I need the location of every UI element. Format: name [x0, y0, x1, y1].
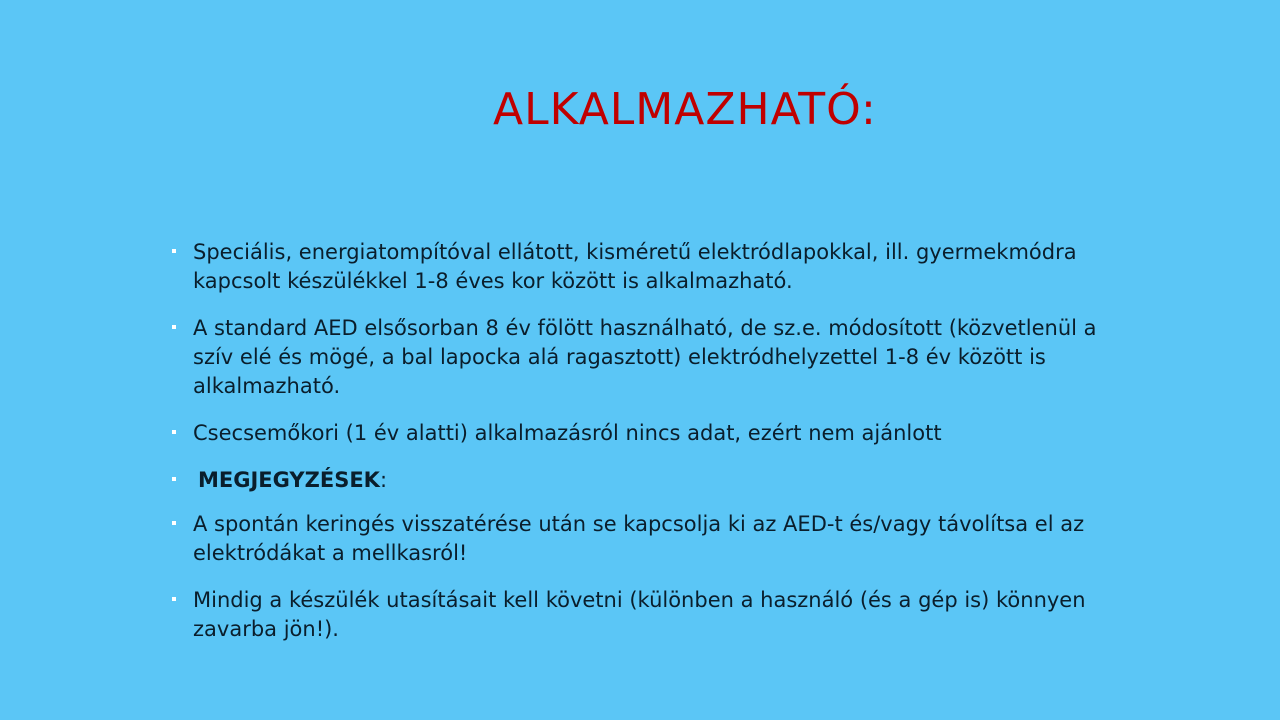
bullet-text: Mindig a készülék utasításait kell követni (különben a használó (és a gép is) könnyen zavarba jön!). [193, 588, 1086, 641]
bullet-item [172, 238, 1112, 296]
bullet-item [172, 419, 1112, 448]
bullet-marker-icon [172, 325, 176, 329]
bullet-text: A standard AED elsősorban 8 év fölött használható, de sz.e. módosított (közvetlenül a szív elé és mögé, a bal lapocka alá ragasztott) elektródhelyzettel 1-8 év között is alkalmazható. [193, 316, 1097, 398]
bullet-list [172, 238, 1112, 662]
notes-heading-colon: : [379, 468, 388, 492]
bullet-marker-icon [172, 597, 176, 601]
bullet-item [172, 510, 1112, 568]
bullet-text: A spontán keringés visszatérése után se kapcsolja ki az AED-t és/vagy távolítsa el az elektródákat a mellkasról! [193, 512, 1085, 565]
bullet-item [172, 314, 1112, 401]
slide-title: ALKALMAZHATÓ: [493, 84, 877, 135]
bullet-text: Csecsemőkori (1 év alatti) alkalmazásról nincs adat, ezért nem ajánlott [193, 421, 942, 445]
bullet-marker-icon [172, 430, 176, 434]
bullet-marker-icon [172, 477, 176, 481]
bullet-marker-icon [172, 249, 176, 253]
bullet-item [172, 586, 1112, 644]
bullet-marker-icon [172, 521, 176, 525]
notes-heading-item [172, 466, 1112, 495]
notes-heading: MEGJEGYZÉSEK [198, 468, 380, 492]
bullet-text: Speciális, energiatompítóval ellátott, kisméretű elektródlapokkal, ill. gyermekmódra kapcsolt készülékkel 1-8 éves kor között is alkalmazható. [193, 240, 1077, 293]
